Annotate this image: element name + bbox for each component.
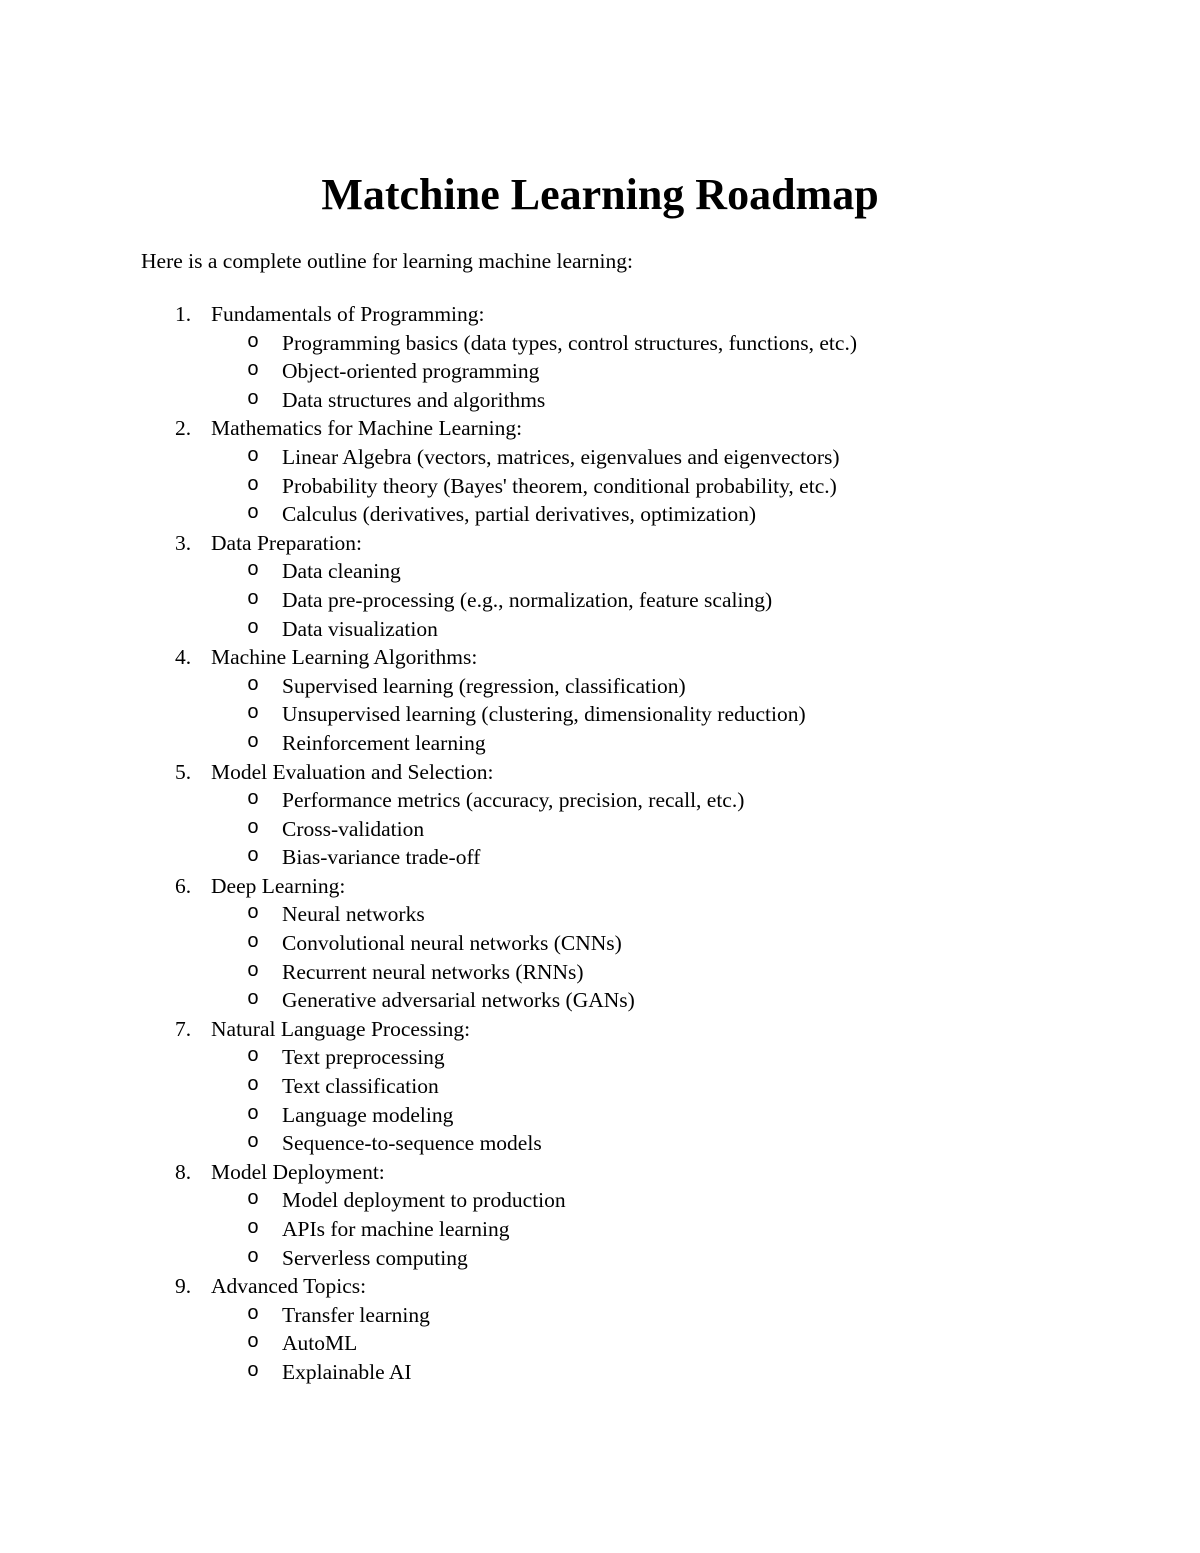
- section-title: Advanced Topics:: [211, 1274, 367, 1299]
- list-item-text: Data pre-processing (e.g., normalization, feature scaling): [282, 587, 773, 612]
- hollow-bullet-icon: o: [247, 1045, 260, 1069]
- sub-item-list: [0, 786, 1200, 872]
- outline-section: [0, 414, 1200, 528]
- list-item: [0, 958, 1200, 987]
- list-item: [0, 1129, 1200, 1158]
- list-item-text: APIs for machine learning: [282, 1217, 510, 1241]
- document-title: Matchine Learning Roadmap: [321, 170, 879, 219]
- list-item: [0, 1215, 1200, 1244]
- list-item-text: Object-oriented programming: [282, 359, 540, 384]
- section-heading: [0, 643, 1200, 672]
- outline-section: [0, 643, 1200, 757]
- list-item: [0, 900, 1200, 929]
- list-item-text: Linear Algebra (vectors, matrices, eigenvalues and eigenvectors): [282, 444, 840, 469]
- list-item: [0, 357, 1200, 386]
- hollow-bullet-icon: o: [247, 988, 260, 1012]
- list-item-text: Sequence-to-sequence models: [282, 1131, 542, 1156]
- list-item: [0, 986, 1200, 1015]
- section-title: Deep Learning:: [211, 873, 346, 898]
- hollow-bullet-icon: o: [247, 902, 260, 926]
- sub-item-list: [0, 1043, 1200, 1157]
- outline-section: [0, 529, 1200, 643]
- hollow-bullet-icon: o: [247, 387, 260, 411]
- sub-item-list: [0, 1301, 1200, 1387]
- hollow-bullet-icon: o: [247, 1188, 260, 1212]
- hollow-bullet-icon: o: [247, 1359, 260, 1383]
- section-number: 5.: [175, 759, 192, 784]
- list-item-text: AutoML: [282, 1331, 358, 1356]
- hollow-bullet-icon: o: [247, 330, 260, 354]
- hollow-bullet-icon: o: [247, 816, 260, 840]
- roadmap-outline: [0, 300, 1200, 1387]
- section-heading: [0, 1272, 1200, 1301]
- hollow-bullet-icon: o: [247, 559, 260, 583]
- list-item-text: Explainable AI: [282, 1359, 412, 1384]
- section-number: 6.: [175, 873, 192, 898]
- hollow-bullet-icon: o: [247, 1245, 260, 1269]
- list-item: [0, 443, 1200, 472]
- section-heading: [0, 300, 1200, 329]
- list-item-text: Performance metrics (accuracy, precision, recall, etc.): [282, 788, 745, 813]
- hollow-bullet-icon: o: [247, 1102, 260, 1126]
- list-item-text: Reinforcement learning: [282, 730, 486, 755]
- outline-section: [0, 758, 1200, 872]
- list-item-text: Data cleaning: [282, 559, 401, 584]
- outline-section: [0, 300, 1200, 414]
- list-item: [0, 1301, 1200, 1330]
- list-item: [0, 1244, 1200, 1273]
- section-heading: [0, 872, 1200, 901]
- section-heading: [0, 758, 1200, 787]
- section-title: Machine Learning Algorithms:: [211, 645, 478, 670]
- list-item: [0, 386, 1200, 415]
- section-title: Model Deployment:: [211, 1159, 385, 1184]
- list-item-text: Unsupervised learning (clustering, dimensionality reduction): [282, 702, 806, 727]
- list-item: [0, 472, 1200, 501]
- section-number: 4.: [175, 645, 192, 670]
- list-item-text: Generative adversarial networks (GANs): [282, 988, 635, 1013]
- sub-item-list: [0, 557, 1200, 643]
- list-item-text: Recurrent neural networks (RNNs): [282, 959, 584, 984]
- hollow-bullet-icon: o: [247, 359, 260, 383]
- list-item: [0, 615, 1200, 644]
- list-item-text: Supervised learning (regression, classification): [282, 673, 686, 698]
- list-item-text: Data visualization: [282, 616, 438, 641]
- sub-item-list: [0, 443, 1200, 529]
- section-number: 9.: [175, 1274, 192, 1299]
- list-item-text: Programming basics (data types, control structures, functions, etc.): [282, 330, 857, 355]
- list-item-text: Data structures and algorithms: [282, 387, 546, 412]
- section-title: Model Evaluation and Selection:: [211, 759, 494, 784]
- list-item: [0, 1072, 1200, 1101]
- list-item: [0, 786, 1200, 815]
- list-item: [0, 700, 1200, 729]
- section-number: 8.: [175, 1159, 192, 1184]
- list-item: [0, 1186, 1200, 1215]
- hollow-bullet-icon: o: [247, 1302, 260, 1326]
- section-title: Data Preparation:: [211, 530, 363, 555]
- list-item: [0, 815, 1200, 844]
- hollow-bullet-icon: o: [247, 1131, 260, 1155]
- hollow-bullet-icon: o: [247, 473, 260, 497]
- section-title: Mathematics for Machine Learning:: [211, 416, 523, 441]
- list-item: [0, 1101, 1200, 1130]
- hollow-bullet-icon: o: [247, 845, 260, 869]
- list-item-text: Cross-validation: [282, 816, 425, 841]
- hollow-bullet-icon: o: [247, 1217, 260, 1240]
- list-item: [0, 929, 1200, 958]
- hollow-bullet-icon: o: [247, 1074, 260, 1098]
- hollow-bullet-icon: o: [247, 673, 260, 697]
- hollow-bullet-icon: o: [247, 616, 260, 640]
- list-item-text: Model deployment to production: [282, 1188, 566, 1213]
- outline-section: [0, 872, 1200, 1015]
- intro-paragraph: Here is a complete outline for learning machine learning:: [141, 249, 633, 273]
- hollow-bullet-icon: o: [247, 730, 260, 754]
- outline-section: [0, 1272, 1200, 1386]
- hollow-bullet-icon: o: [247, 702, 260, 726]
- list-item: [0, 586, 1200, 615]
- sub-item-list: [0, 900, 1200, 1014]
- outline-section: [0, 1015, 1200, 1158]
- list-item: [0, 329, 1200, 358]
- hollow-bullet-icon: o: [247, 931, 260, 955]
- sub-item-list: [0, 672, 1200, 758]
- hollow-bullet-icon: o: [247, 788, 260, 812]
- list-item: [0, 1043, 1200, 1072]
- section-title: Natural Language Processing:: [211, 1016, 471, 1041]
- hollow-bullet-icon: o: [247, 502, 260, 526]
- section-number: 1.: [175, 302, 192, 326]
- list-item: [0, 557, 1200, 586]
- section-heading: [0, 1158, 1200, 1187]
- list-item-text: Calculus (derivatives, partial derivatives, optimization): [282, 502, 757, 527]
- section-heading: [0, 414, 1200, 443]
- section-number: 2.: [175, 416, 192, 441]
- hollow-bullet-icon: o: [247, 587, 260, 611]
- list-item-text: Transfer learning: [282, 1302, 430, 1327]
- list-item-text: Serverless computing: [282, 1245, 468, 1270]
- section-number: 3.: [175, 530, 192, 555]
- list-item-text: Language modeling: [282, 1102, 454, 1127]
- section-title: Fundamentals of Programming:: [211, 302, 485, 326]
- hollow-bullet-icon: o: [247, 959, 260, 983]
- section-heading: [0, 1015, 1200, 1044]
- section-heading: [0, 529, 1200, 558]
- list-item-text: Text preprocessing: [282, 1045, 445, 1070]
- list-item: [0, 1329, 1200, 1358]
- list-item-text: Probability theory (Bayes' theorem, conditional probability, etc.): [282, 473, 837, 498]
- sub-item-list: [0, 329, 1200, 415]
- list-item-text: Convolutional neural networks (CNNs): [282, 931, 622, 956]
- list-item-text: Bias-variance trade-off: [282, 845, 481, 870]
- list-item: [0, 729, 1200, 758]
- list-item-text: Text classification: [282, 1074, 439, 1099]
- list-item: [0, 1358, 1200, 1387]
- outline-section: [0, 1158, 1200, 1272]
- list-item: [0, 500, 1200, 529]
- hollow-bullet-icon: o: [247, 1331, 260, 1355]
- list-item: [0, 672, 1200, 701]
- list-item: [0, 843, 1200, 872]
- sub-item-list: [0, 1186, 1200, 1272]
- list-item-text: Neural networks: [282, 902, 425, 927]
- hollow-bullet-icon: o: [247, 444, 260, 468]
- section-number: 7.: [175, 1016, 192, 1041]
